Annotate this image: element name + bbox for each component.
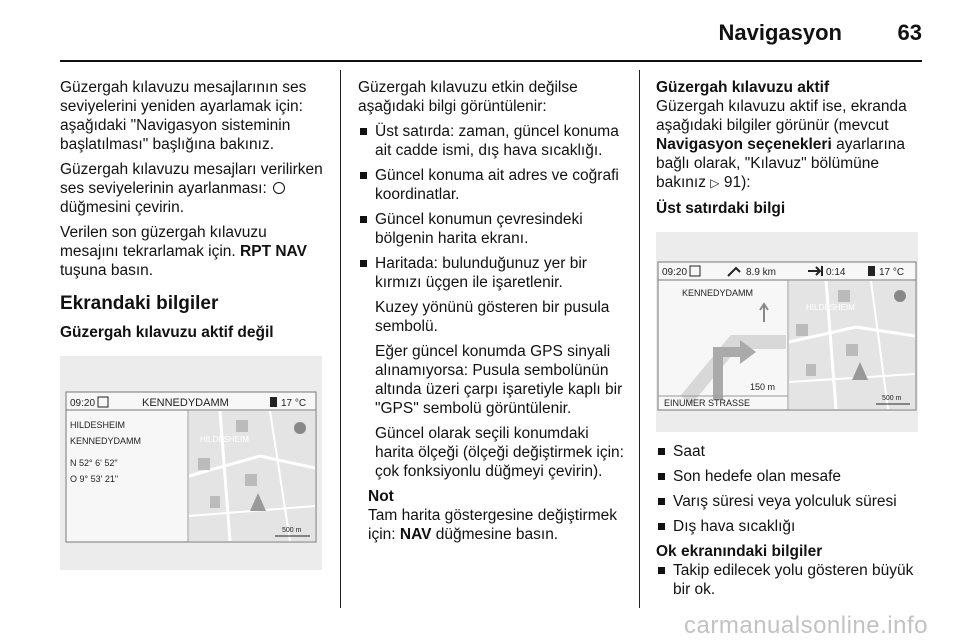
knob-icon — [273, 182, 285, 194]
column-divider — [340, 70, 341, 608]
poi-icon — [806, 364, 816, 376]
parking-icon — [846, 344, 858, 356]
sub-paragraph: Eğer güncel konumda GPS sinyali alınamıyorsa: Pusula sembolünün altında üzeri çarpı işaretiyle kaplı bir "GPS" sembolü görüntülenir. — [375, 343, 623, 417]
screen-image-active — [656, 232, 918, 432]
column-3 — [656, 78, 924, 605]
chapter-title: Navigasyon — [718, 20, 842, 45]
info-list — [656, 561, 924, 599]
paragraph: Güzergah kılavuzu aktif ise, ekranda aşağıdaki bilgiler görünür (mevcut Navigasyon seçenekleri ayarlarına bağlı olarak, "Kılavuz" bölümüne bakınız ▷ 91): — [656, 98, 907, 191]
compass-icon — [894, 290, 906, 302]
screen-temp: 17 °C — [879, 267, 905, 278]
screen-lon: O 9° 53' 21" — [70, 474, 119, 484]
subsection-heading: Ok ekranındaki bilgiler — [656, 543, 823, 560]
header-divider — [60, 60, 922, 62]
paragraph: Güzergah kılavuzu mesajlarının ses seviyelerini yeniden ayarlamak için: aşağıdaki "Navigasyon sisteminin başlatılması" başlığına bakınız. — [60, 79, 307, 153]
subsection-heading: Güzergah kılavuzu aktif — [656, 79, 830, 96]
list-item: Güncel konuma ait adres ve coğrafi koordinatlar. — [358, 166, 628, 204]
next-street: EINUMER STRASSE — [664, 398, 751, 408]
note-block — [358, 487, 628, 544]
sub-paragraph: Kuzey yönünü gösteren bir pusula sembolü. — [375, 299, 610, 335]
screen-distance: 8.9 km — [746, 267, 777, 278]
screen-street: KENNEDYDAMM — [142, 397, 229, 409]
list-item: Üst satırda: zaman, güncel konuma ait cadde ismi, dış hava sıcaklığı. — [358, 122, 628, 160]
screen-city: HILDESHEIM — [70, 420, 126, 430]
parking-icon — [236, 420, 248, 432]
map-scale: 500 m — [882, 395, 902, 402]
sub-paragraph: Güncel olarak seçili konumdaki harita ölçeği (ölçeği değiştirmek için: çok fonksiyonlu düğmeyi çevirin). — [375, 425, 624, 480]
list-item: Haritada: bulunduğunuz yer bir kırmızı üçgen ile işaretlenir. — [358, 254, 628, 292]
nav-key: NAV — [399, 526, 432, 543]
section-heading: Ekrandaki bilgiler — [60, 293, 219, 314]
paragraph: Güzergah kılavuzu mesajları verilirken ses seviyelerinin ayarlanması: düğmesini çevirin. — [60, 161, 323, 216]
screen-temp: 17 °C — [281, 398, 307, 409]
info-list — [656, 442, 924, 536]
list-item: Takip edilecek yolu gösteren büyük bir ok. — [656, 561, 924, 599]
poi-icon — [210, 496, 220, 508]
subsection-heading: Üst satırdaki bilgi — [656, 200, 786, 217]
screen-image-inactive — [60, 356, 322, 570]
nav-options-label: Navigasyon seçenekleri — [656, 136, 832, 153]
page-ref-icon: ▷ — [710, 176, 720, 190]
list-item: Güncel konumun çevresindeki bölgenin harita ekranı. — [358, 210, 628, 248]
watermark — [0, 612, 960, 642]
parking-icon — [245, 474, 257, 486]
list-item: Son hedefe olan mesafe — [656, 467, 924, 486]
column-divider — [639, 70, 640, 608]
subsection-heading: Güzergah kılavuzu aktif değil — [60, 324, 274, 341]
parking-icon — [796, 324, 808, 336]
nav-display-illustration — [656, 232, 918, 432]
rpt-nav-key: RPT NAV — [240, 243, 307, 260]
screen-eta: 0:14 — [826, 267, 846, 278]
list-item: Dış hava sıcaklığı — [656, 517, 924, 536]
map-city: HILDESHEIM — [200, 435, 249, 444]
paragraph: Güzergah kılavuzu etkin değilse aşağıdaki bilgi görüntülenir: — [358, 79, 578, 115]
page-header — [0, 0, 960, 60]
list-item: Varış süresi veya yolculuk süresi — [656, 492, 924, 511]
screen-street2: KENNEDYDAMM — [70, 436, 142, 446]
turn-distance: 150 m — [750, 382, 776, 392]
parking-icon — [838, 290, 850, 302]
screen-time: 09:20 — [662, 267, 688, 278]
map-scale: 500 m — [282, 527, 302, 534]
screen-street: KENNEDYDAMM — [682, 288, 754, 298]
nav-display-illustration — [60, 356, 322, 570]
page-number: 63 — [897, 20, 922, 45]
thermometer-icon — [868, 266, 875, 276]
list-item: Saat — [656, 442, 924, 461]
map-area — [189, 411, 315, 541]
map-city: HILDESHEIM — [806, 303, 855, 312]
note-label: Not — [368, 488, 394, 505]
column-2 — [358, 78, 628, 550]
column-1 — [60, 78, 326, 580]
screen-time: 09:20 — [70, 398, 96, 409]
parking-icon — [198, 458, 210, 470]
screen-lat: N 52° 6' 52" — [70, 458, 118, 468]
info-list — [358, 122, 628, 292]
map-area — [789, 281, 915, 409]
note-text: Tam harita göstergesine değiştirmek için: NAV düğmesine basın. — [368, 507, 617, 543]
watermark-text: carmanualsonline.info — [684, 612, 928, 639]
paragraph: Verilen son güzergah kılavuzu mesajını tekrarlamak için. RPT NAV tuşuna basın. — [60, 224, 307, 279]
compass-icon — [294, 422, 306, 434]
thermometer-icon — [270, 397, 277, 407]
